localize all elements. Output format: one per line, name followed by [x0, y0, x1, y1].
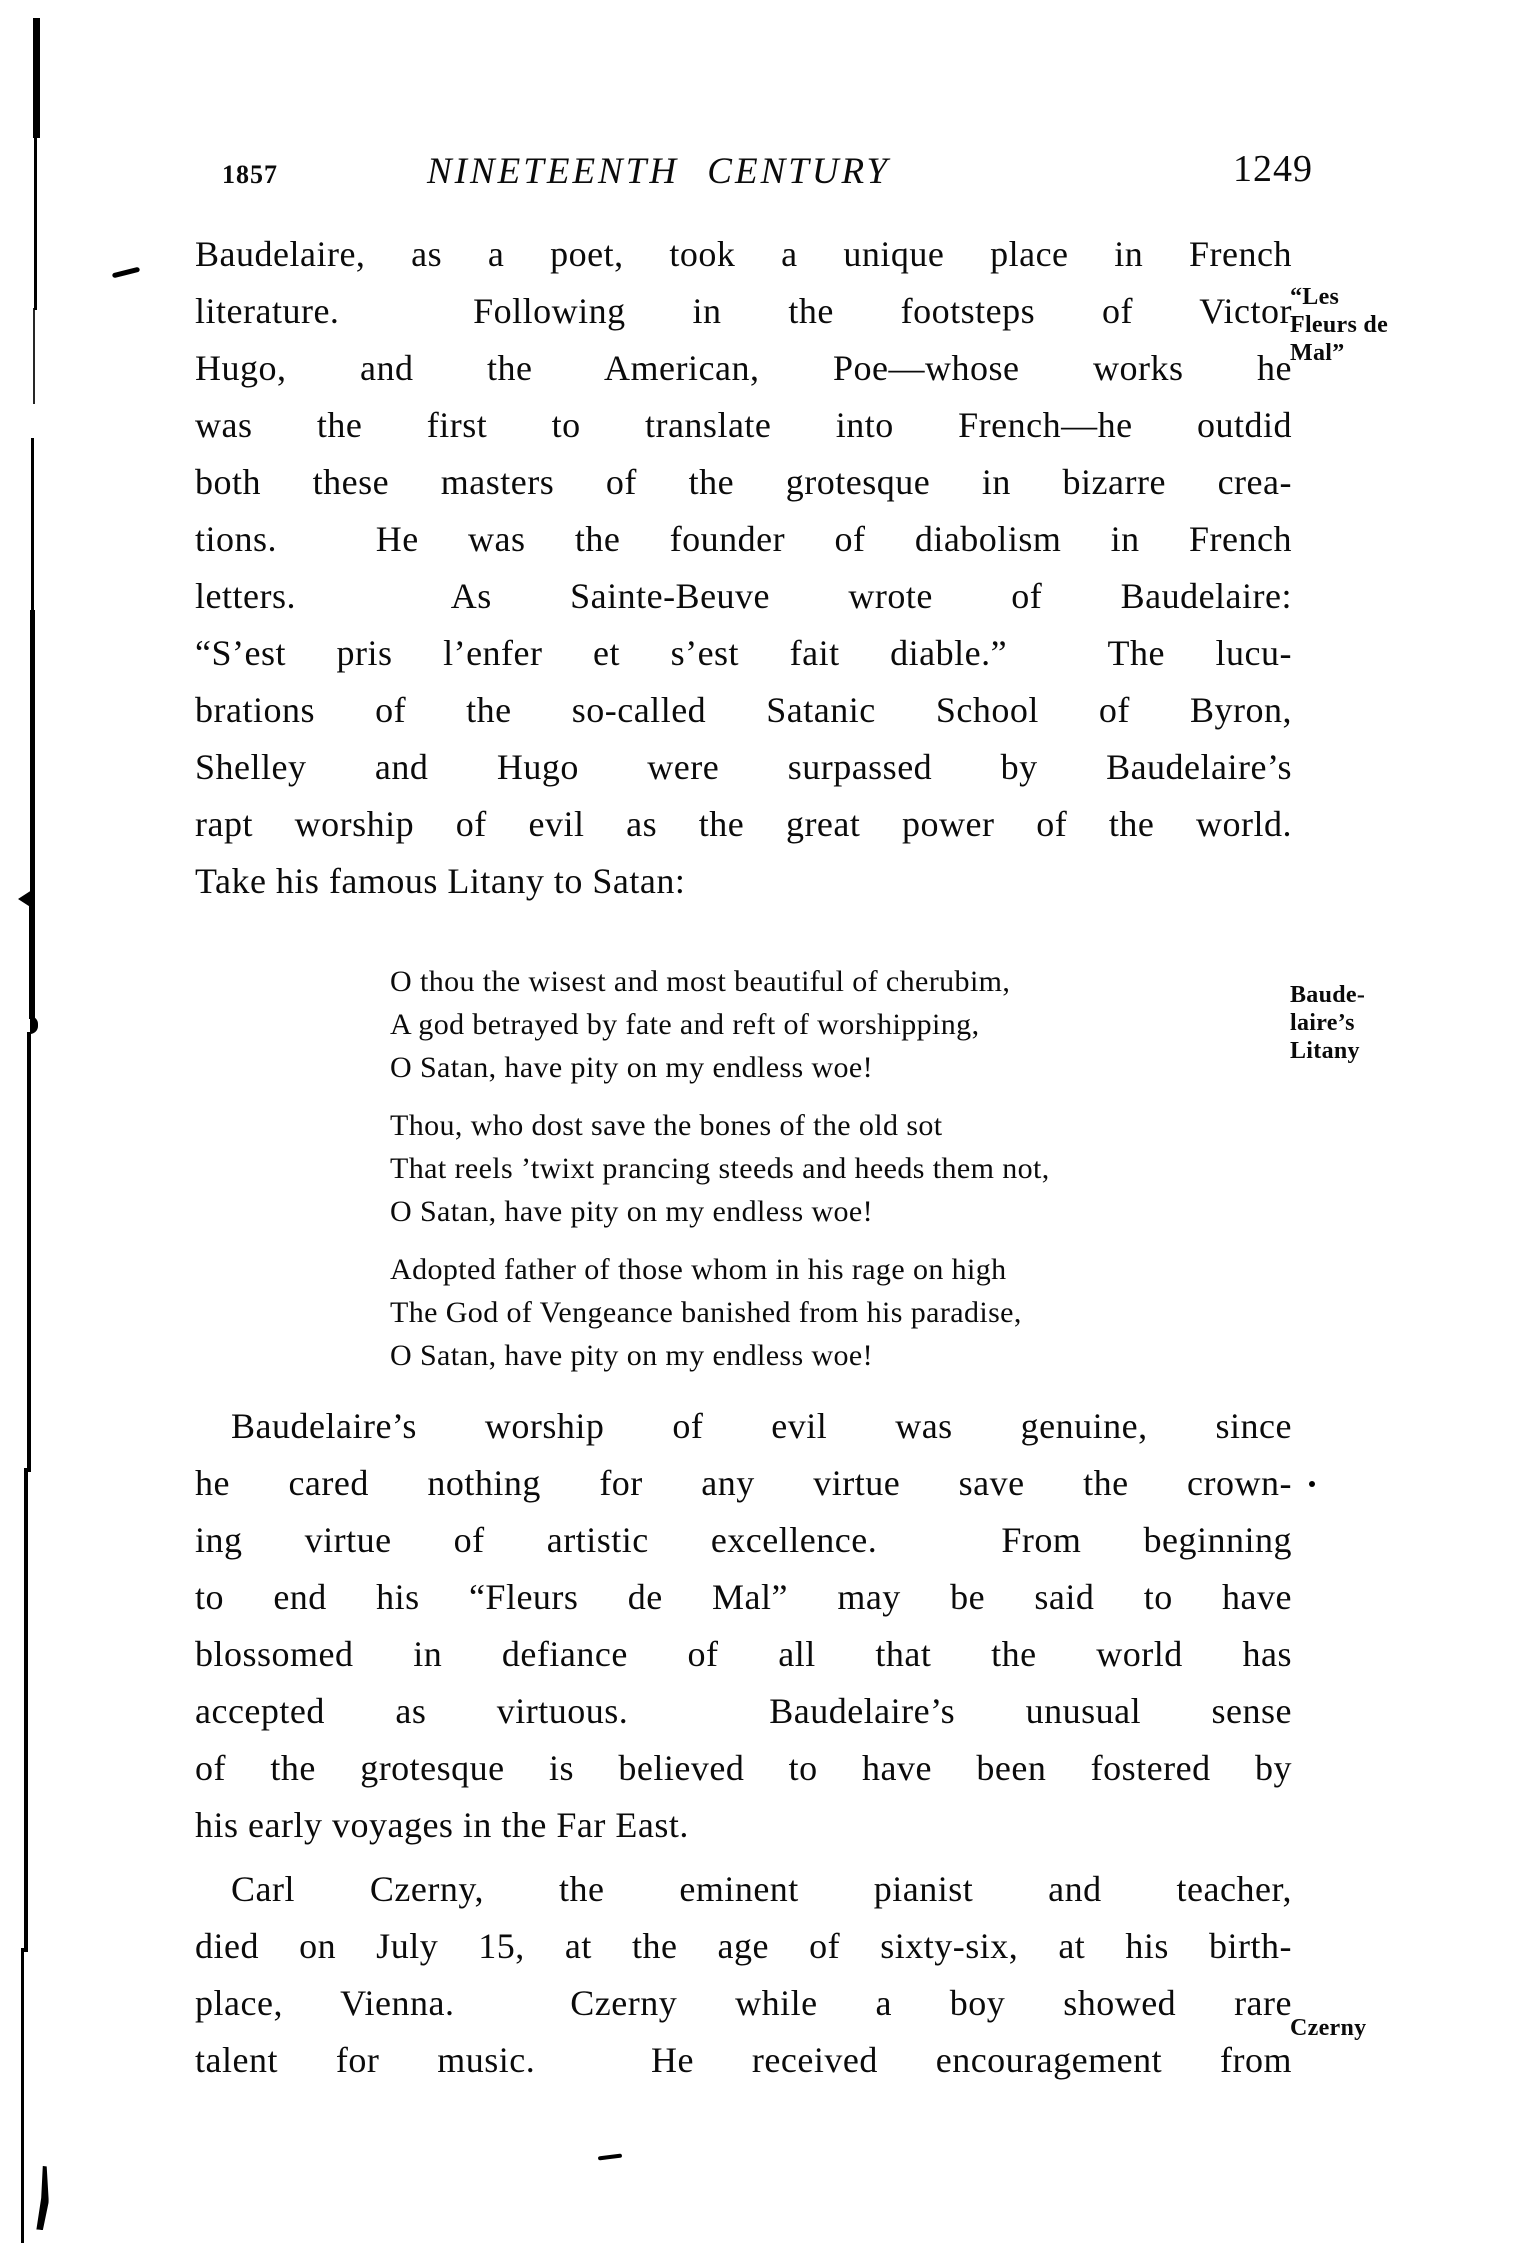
text-line: “S’est pris l’enfer et s’est fait diable.” The lucu- — [195, 633, 1292, 673]
poem-line: A god betrayed by fate and reft of worshipping, — [390, 1008, 980, 1041]
poem-line: O Satan, have pity on my endless woe! — [390, 1195, 874, 1228]
binding-line-artifact — [21, 1948, 24, 2243]
body-paragraph-worship-of-evil — [195, 1398, 1292, 1854]
journal-title: NINETEENTH CENTURY — [427, 151, 891, 192]
binding-line-artifact — [31, 438, 34, 613]
binding-line-artifact — [29, 903, 35, 1019]
margin-note-baudelaires-litany — [1290, 981, 1535, 1065]
text-line: was the first to translate into French—he outdid — [195, 405, 1292, 445]
ink-streak-artifact — [34, 2166, 51, 2231]
stray-dot-artifact — [1309, 1481, 1315, 1487]
text-line: rapt worship of evil as the great power of the world. — [195, 804, 1292, 844]
text-line: place, Vienna. Czerny while a boy showed rare — [195, 1983, 1292, 2023]
text-line: to end his “Fleurs de Mal” may be said to have — [195, 1577, 1292, 1617]
text-line: both these masters of the grotesque in bizarre crea- — [195, 462, 1292, 502]
poem-line: O Satan, have pity on my endless woe! — [390, 1339, 874, 1372]
margin-note-line: Baude- — [1290, 982, 1366, 1008]
text-line: he cared nothing for any virtue save the crown- — [195, 1463, 1292, 1503]
text-line: ing virtue of artistic excellence. From beginning — [195, 1520, 1292, 1560]
text-line: Hugo, and the American, Poe—whose works he — [195, 348, 1292, 388]
binding-line-artifact — [27, 1032, 31, 1472]
binding-line-artifact — [34, 135, 37, 310]
binding-hook-artifact — [30, 1016, 38, 1034]
body-paragraph-baudelaire — [195, 226, 1292, 910]
publication-year: 1857 — [222, 160, 278, 189]
binding-line-artifact — [33, 18, 40, 138]
text-line: Carl Czerny, the eminent pianist and teacher, — [231, 1869, 1292, 1909]
text-column — [195, 226, 1292, 2089]
poem-stanza — [390, 1104, 1292, 1233]
margin-note-les-fleurs-de-mal — [1290, 283, 1535, 367]
poem-line: O thou the wisest and most beautiful of cherubim, — [390, 965, 1011, 998]
binding-line-artifact — [33, 308, 35, 404]
body-paragraph-czerny — [195, 1861, 1292, 2089]
margin-note-czerny — [1290, 2014, 1535, 2042]
poem-stanza — [390, 1248, 1292, 1377]
margin-note-line: “Les — [1290, 284, 1340, 310]
margin-note-line: Litany — [1290, 1038, 1360, 1064]
pen-mark-artifact — [112, 267, 140, 279]
text-line: literature. Following in the footsteps of Victor — [195, 291, 1292, 331]
poem-line: Adopted father of those whom in his rage on high — [390, 1253, 1007, 1286]
margin-note-line: Fleurs de — [1290, 312, 1389, 338]
text-line: of the grotesque is believed to have been fostered by — [195, 1748, 1292, 1788]
text-line: accepted as virtuous. Baudelaire’s unusual sense — [195, 1691, 1292, 1731]
poem-line: That reels ’twixt prancing steeds and heeds them not, — [390, 1152, 1050, 1185]
dash-mark-artifact — [598, 2154, 622, 2161]
text-line: blossomed in defiance of all that the world has — [195, 1634, 1292, 1674]
margin-note-line: Mal” — [1290, 340, 1345, 366]
poem-litany-to-satan — [390, 960, 1292, 1377]
text-line: Shelley and Hugo were surpassed by Baudelaire’s — [195, 747, 1292, 787]
text-line: tions. He was the founder of diabolism in French — [195, 519, 1292, 559]
text-line: brations of the so-called Satanic School of Byron, — [195, 690, 1292, 730]
binding-line-artifact — [24, 1468, 28, 1952]
text-line: Baudelaire’s worship of evil was genuine, since — [231, 1406, 1292, 1446]
text-line: his early voyages in the Far East. — [195, 1805, 689, 1845]
text-line: died on July 15, at the age of sixty-six, at his birth- — [195, 1926, 1292, 1966]
poem-line: Thou, who dost save the bones of the old sot — [390, 1109, 943, 1142]
text-line: letters. As Sainte-Beuve wrote of Baudelaire: — [195, 576, 1292, 616]
margin-note-line: laire’s — [1290, 1010, 1355, 1036]
text-line: Take his famous Litany to Satan: — [195, 861, 686, 901]
text-line: talent for music. He received encouragement from — [195, 2040, 1292, 2080]
poem-line: The God of Vengeance banished from his paradise, — [390, 1296, 1022, 1329]
binding-line-artifact — [30, 610, 35, 898]
page-number: 1249 — [1233, 148, 1313, 190]
text-line: Baudelaire, as a poet, took a unique place in French — [195, 234, 1292, 274]
poem-stanza — [390, 960, 1292, 1089]
margin-note-line: Czerny — [1290, 2015, 1367, 2041]
poem-line: O Satan, have pity on my endless woe! — [390, 1051, 874, 1084]
